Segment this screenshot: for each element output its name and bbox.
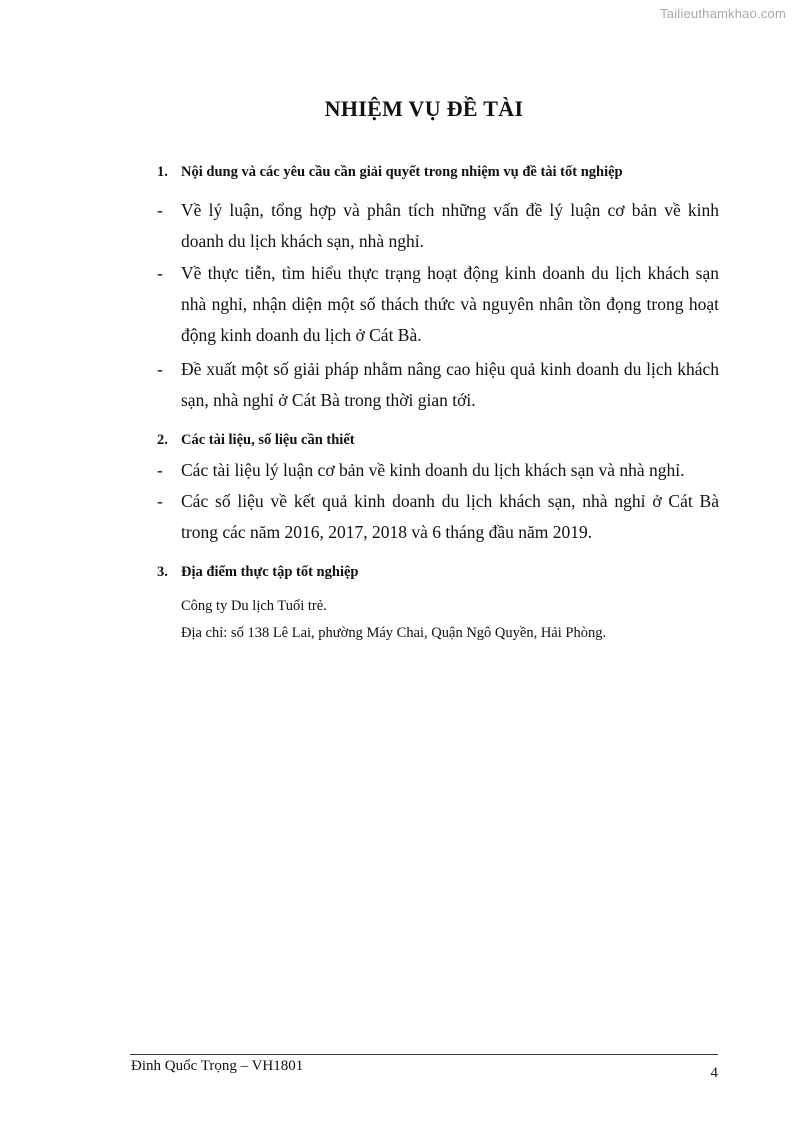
company-address: Địa chỉ: số 138 Lê Lai, phường Máy Chai, Quận Ngô Quyền, Hải Phòng. (181, 625, 607, 641)
section-2-heading (157, 432, 355, 449)
bullet-text: Đề xuất một số giải pháp nhằm nâng cao hiệu quả kinh doanh du lịch khách sạn, nhà nghỉ ở Cát Bà trong thời gian tới. (181, 359, 719, 410)
section-1-number: 1. (157, 164, 168, 180)
bullet-dash: - (157, 359, 163, 379)
section-1-bullet-1 (157, 195, 719, 257)
section-2-bullet-2 (157, 486, 719, 548)
section-3-number: 3. (157, 564, 168, 580)
bullet-dash: - (157, 460, 163, 480)
bullet-dash: - (157, 491, 163, 511)
page-number: 4 (710, 1065, 718, 1081)
section-1-bullet-3 (157, 354, 719, 416)
bullet-text: Các tài liệu lý luận cơ bản về kinh doanh du lịch khách sạn và nhà nghỉ. (181, 460, 685, 480)
company-name: Công ty Du lịch Tuổi trẻ. (181, 598, 327, 614)
footer-author: Đinh Quốc Trọng – VH1801 (131, 1058, 304, 1074)
bullet-dash: - (157, 200, 163, 220)
section-1-title: Nội dung và các yêu cầu cần giải quyết trong nhiệm vụ đề tài tốt nghiệp (181, 164, 623, 180)
section-3-title: Địa điểm thực tập tốt nghiệp (181, 564, 359, 580)
section-2-bullet-1 (157, 455, 719, 486)
footer-divider (130, 1054, 718, 1055)
bullet-text: Các số liệu về kết quả kinh doanh du lịch khách sạn, nhà nghỉ ở Cát Bà trong các năm 2016, 2017, 2018 và 6 tháng đầu năm 2019. (181, 491, 719, 542)
section-1-heading (157, 164, 623, 181)
section-2-number: 2. (157, 432, 168, 448)
bullet-text: Về lý luận, tổng hợp và phân tích những vấn đề lý luận cơ bản về kinh doanh du lịch khách sạn, nhà nghỉ. (181, 200, 719, 251)
section-1-bullet-2 (157, 258, 719, 351)
watermark-text: Tailieuthamkhao.com (660, 6, 786, 21)
bullet-text: Về thực tiễn, tìm hiểu thực trạng hoạt động kinh doanh du lịch khách sạn nhà nghỉ, nhận diện một số thách thức và nguyên nhân tồn đọng trong hoạt động kinh doanh du lịch ở Cát Bà. (181, 263, 719, 345)
section-3-heading (157, 564, 358, 581)
section-2-title: Các tài liệu, số liệu cần thiết (181, 432, 355, 448)
bullet-dash: - (157, 263, 163, 283)
page-title: NHIỆM VỤ ĐỀ TÀI (324, 96, 524, 121)
